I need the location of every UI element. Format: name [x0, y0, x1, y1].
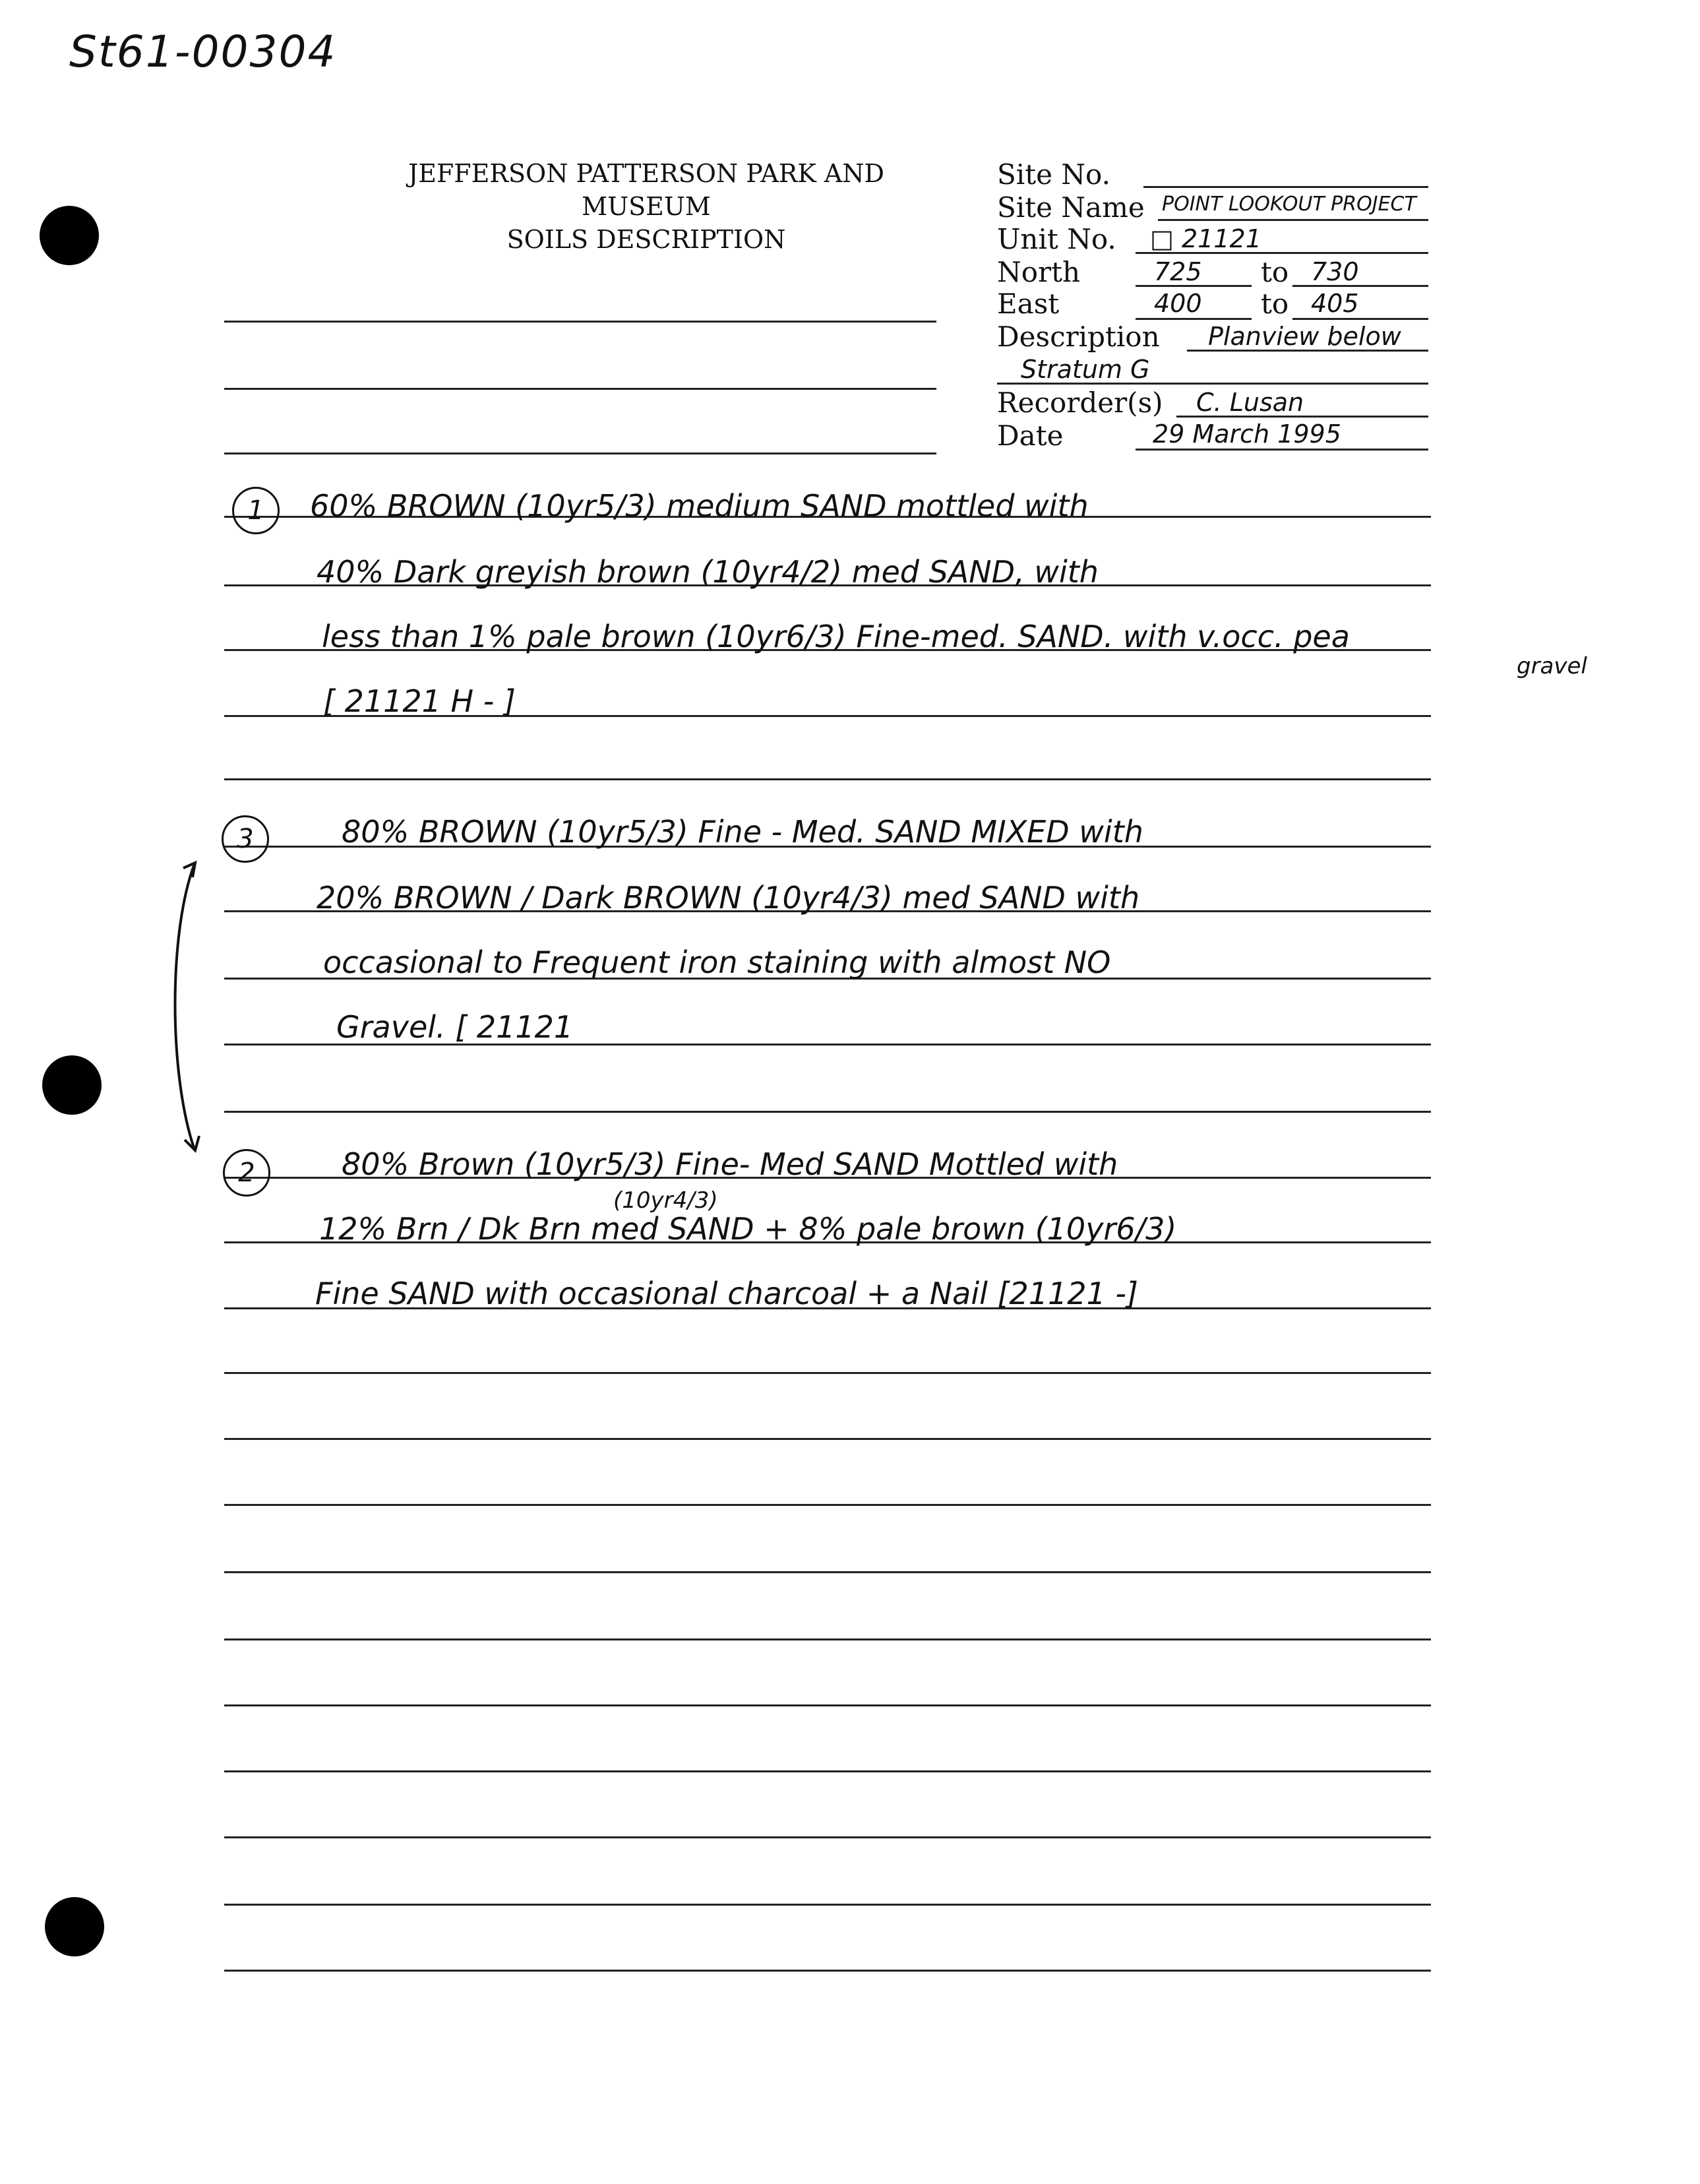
- entry-1-line-1: 60% BROWN (10yr5/3) medium SAND mottled with: [310, 488, 1089, 524]
- east-to-label: to: [1261, 288, 1289, 320]
- entry-1-margin-note: gravel: [1517, 653, 1587, 679]
- title-blank-line-2: [224, 388, 936, 390]
- form-title: [343, 157, 950, 256]
- unit-no-label: Unit No.: [997, 223, 1116, 255]
- description-value-1: Planview below: [1208, 322, 1401, 351]
- ruled-line: [224, 1904, 1431, 1906]
- ruled-line: [224, 1638, 1431, 1640]
- entry-3-line-3: occasional to Frequent iron staining with almost NO: [323, 945, 1111, 980]
- entry-1-line-2: 40% Dark greyish brown (10yr4/2) med SAND, with: [317, 554, 1099, 590]
- date-label: Date: [997, 420, 1064, 452]
- east-label: East: [997, 288, 1060, 320]
- ruled-line: [224, 1111, 1431, 1113]
- entry-2-superscript: (10yr4/3): [613, 1187, 718, 1214]
- unit-no-value: □ 21121: [1150, 224, 1261, 253]
- date-value: 29 March 1995: [1153, 420, 1341, 449]
- east-from-value: 400: [1154, 289, 1202, 318]
- site-name-label: Site Name: [997, 191, 1145, 224]
- entry-2-line-3: Fine SAND with occasional charcoal + a Nail [21121 -]: [315, 1276, 1138, 1311]
- site-name-value: POINT LOOKOUT PROJECT: [1162, 193, 1416, 216]
- recorder-value: C. Lusan: [1196, 388, 1304, 417]
- ruled-line: [224, 1970, 1431, 1972]
- site-no-line: [1143, 186, 1428, 188]
- recorder-label: Recorder(s): [997, 387, 1163, 419]
- title-line-2: SOILS DESCRIPTION: [506, 225, 786, 254]
- title-line-1: JEFFERSON PATTERSON PARK AND MUSEUM: [408, 159, 885, 221]
- document-code: St61-00304: [69, 26, 337, 77]
- ruled-line: [224, 1438, 1431, 1440]
- punch-hole-top: [40, 206, 99, 265]
- ruled-line: [224, 1836, 1431, 1838]
- title-blank-line-3: [224, 452, 936, 454]
- punch-hole-middle: [42, 1055, 102, 1115]
- entry-3-line-2: 20% BROWN / Dark BROWN (10yr4/3) med SAND with: [317, 880, 1140, 916]
- east-to-value: 405: [1311, 289, 1359, 318]
- entry-3-marker: 3: [222, 815, 269, 863]
- north-from-value: 725: [1154, 257, 1202, 286]
- punch-hole-bottom: [45, 1897, 104, 1956]
- description-value-2: Stratum G: [1021, 355, 1150, 384]
- date-line: [1136, 449, 1428, 451]
- north-to-label: to: [1261, 256, 1289, 288]
- north-label: North: [997, 256, 1081, 288]
- entry-2-line-2: 12% Brn / Dk Brn med SAND + 8% pale brown (10yr6/3): [319, 1211, 1177, 1247]
- ruled-line: [224, 1504, 1431, 1506]
- entry-1-line-3: less than 1% pale brown (10yr6/3) Fine-med. SAND. with v.occ. pea: [322, 619, 1350, 654]
- entry-3-line-4: Gravel. [ 21121: [336, 1009, 574, 1045]
- entry-1-marker: 1: [232, 487, 280, 534]
- ruled-line: [224, 1571, 1431, 1573]
- site-name-line: [1158, 219, 1428, 221]
- north-to-value: 730: [1311, 257, 1359, 286]
- ruled-line: [224, 1770, 1431, 1772]
- ruled-line: [224, 1372, 1431, 1374]
- east-to-line: [1292, 318, 1428, 320]
- description-label: Description: [997, 321, 1160, 353]
- swap-arrow-icon: [165, 855, 218, 1158]
- ruled-line: [224, 1704, 1431, 1706]
- ruled-line: [224, 778, 1431, 780]
- east-from-line: [1136, 318, 1252, 320]
- entry-2-line-1: 80% Brown (10yr5/3) Fine- Med SAND Mottled with: [342, 1146, 1118, 1182]
- entry-2-marker: 2: [223, 1149, 270, 1197]
- title-blank-line-1: [224, 321, 936, 323]
- site-no-label: Site No.: [997, 158, 1110, 191]
- entry-3-line-1: 80% BROWN (10yr5/3) Fine - Med. SAND MIXED with: [342, 814, 1143, 850]
- entry-1-line-4: [ 21121 H - ]: [323, 683, 516, 719]
